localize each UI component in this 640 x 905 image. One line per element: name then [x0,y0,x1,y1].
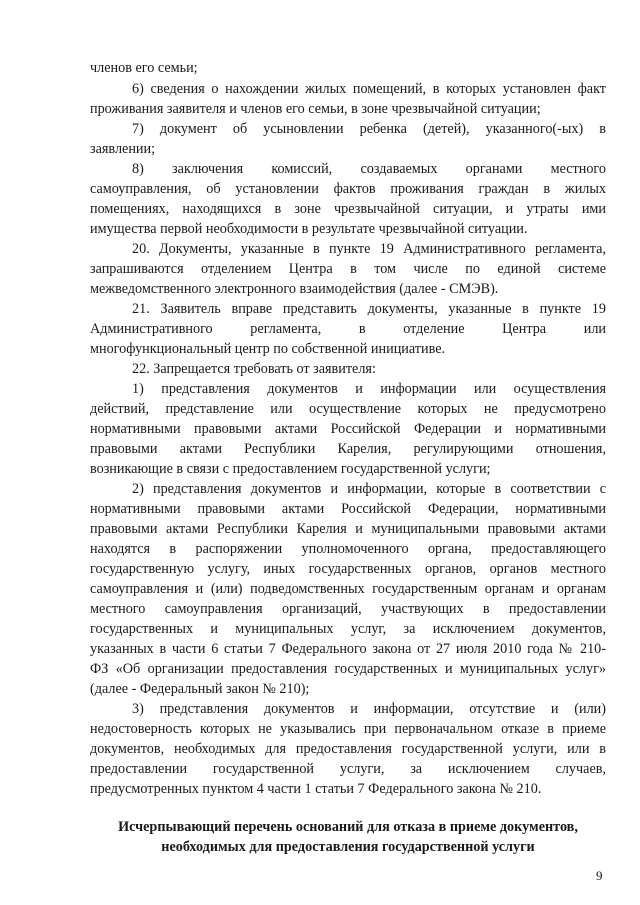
body-line: членов его семьи; [90,60,198,76]
body-line: государственных и муниципальных услуг, за исключением документов, [90,621,606,637]
body-line: 1) представления документов и информации или осуществления [132,381,606,397]
body-line: 6) сведения о нахождении жилых помещений, в которых установлен факт [132,81,606,97]
body-line: самоуправления, об установлении фактов проживания граждан в жилых [90,181,606,197]
section-heading: необходимых для предоставления государственной услуги [161,839,535,855]
body-line: правовыми актами Республики Карелия и муниципальными правовыми актами [90,521,606,537]
body-line: самоуправления и (или) подведомственных государственным органам и органам [90,581,606,597]
body-line: предусмотренных пунктом 4 части 1 статьи 7 Федерального закона № 210. [90,781,542,797]
body-line: документов, необходимых для предоставления государственной услуги, или в [90,741,606,757]
body-line: ФЗ «Об организации предоставления государственных и муниципальных услуг» [90,661,606,677]
body-line: 8) заключения комиссий, создаваемых органами местного [132,161,606,177]
body-line: 3) представления документов и информации, отсутствие и (или) [132,701,606,717]
body-line: 7) документ об усыновлении ребенка (детей), указанного(-ых) в [132,121,606,137]
body-line: действий, представление или осуществление которых не предусмотрено [90,401,606,417]
body-line: государственную услугу, иных государственных органов, органов местного [90,561,606,577]
page-number: 9 [596,868,603,883]
body-line: 2) представления документов и информации, которые в соответствии с [132,481,606,497]
body-line: местного самоуправления организаций, участвующих в предоставлении [90,601,606,617]
body-line: находятся в распоряжении уполномоченного органа, предоставляющего [90,541,606,557]
body-line: правовыми актами Республики Карелия, регулирующими отношения, [90,441,606,457]
body-line: (далее - Федеральный закон № 210); [90,681,310,697]
body-line: многофункциональный центр по собственной инициативе. [90,341,446,357]
body-line: нормативными правовыми актами Российской Федерации, нормативными [90,501,606,517]
body-line: Административного регламента, в отделение Центра или [90,321,606,337]
body-line: заявлении; [90,141,156,157]
section-heading: Исчерпывающий перечень оснований для отказа в приеме документов, [118,819,578,835]
body-line: помещениях, находящихся в зоне чрезвычайной ситуации, и утраты ими [90,201,606,217]
body-line: проживания заявителя и членов его семьи, в зоне чрезвычайной ситуации; [90,101,541,117]
body-line: указанных в части 6 статьи 7 Федерального закона от 27 июля 2010 года № 210- [90,641,606,657]
body-line: межведомственного электронного взаимодействия (далее - СМЭВ). [90,281,499,297]
body-line: предоставлении государственной услуги, за исключением случаев, [90,761,606,777]
body-line: 21. Заявитель вправе представить документы, указанные в пункте 19 [132,301,606,317]
body-line: недостоверность которых не указывались при первоначальном отказе в приеме [90,721,606,737]
body-line: запрашиваются отделением Центра в том числе по единой системе [90,261,606,277]
body-line: 20. Документы, указанные в пункте 19 Административного регламента, [132,241,606,257]
body-line: возникающие в связи с предоставлением государственной услуги; [90,461,491,477]
body-line: имущества первой необходимости в результате чрезвычайной ситуации. [90,221,528,237]
body-line: 22. Запрещается требовать от заявителя: [132,361,376,377]
body-line: нормативными правовыми актами Российской Федерации и нормативными [90,421,606,437]
